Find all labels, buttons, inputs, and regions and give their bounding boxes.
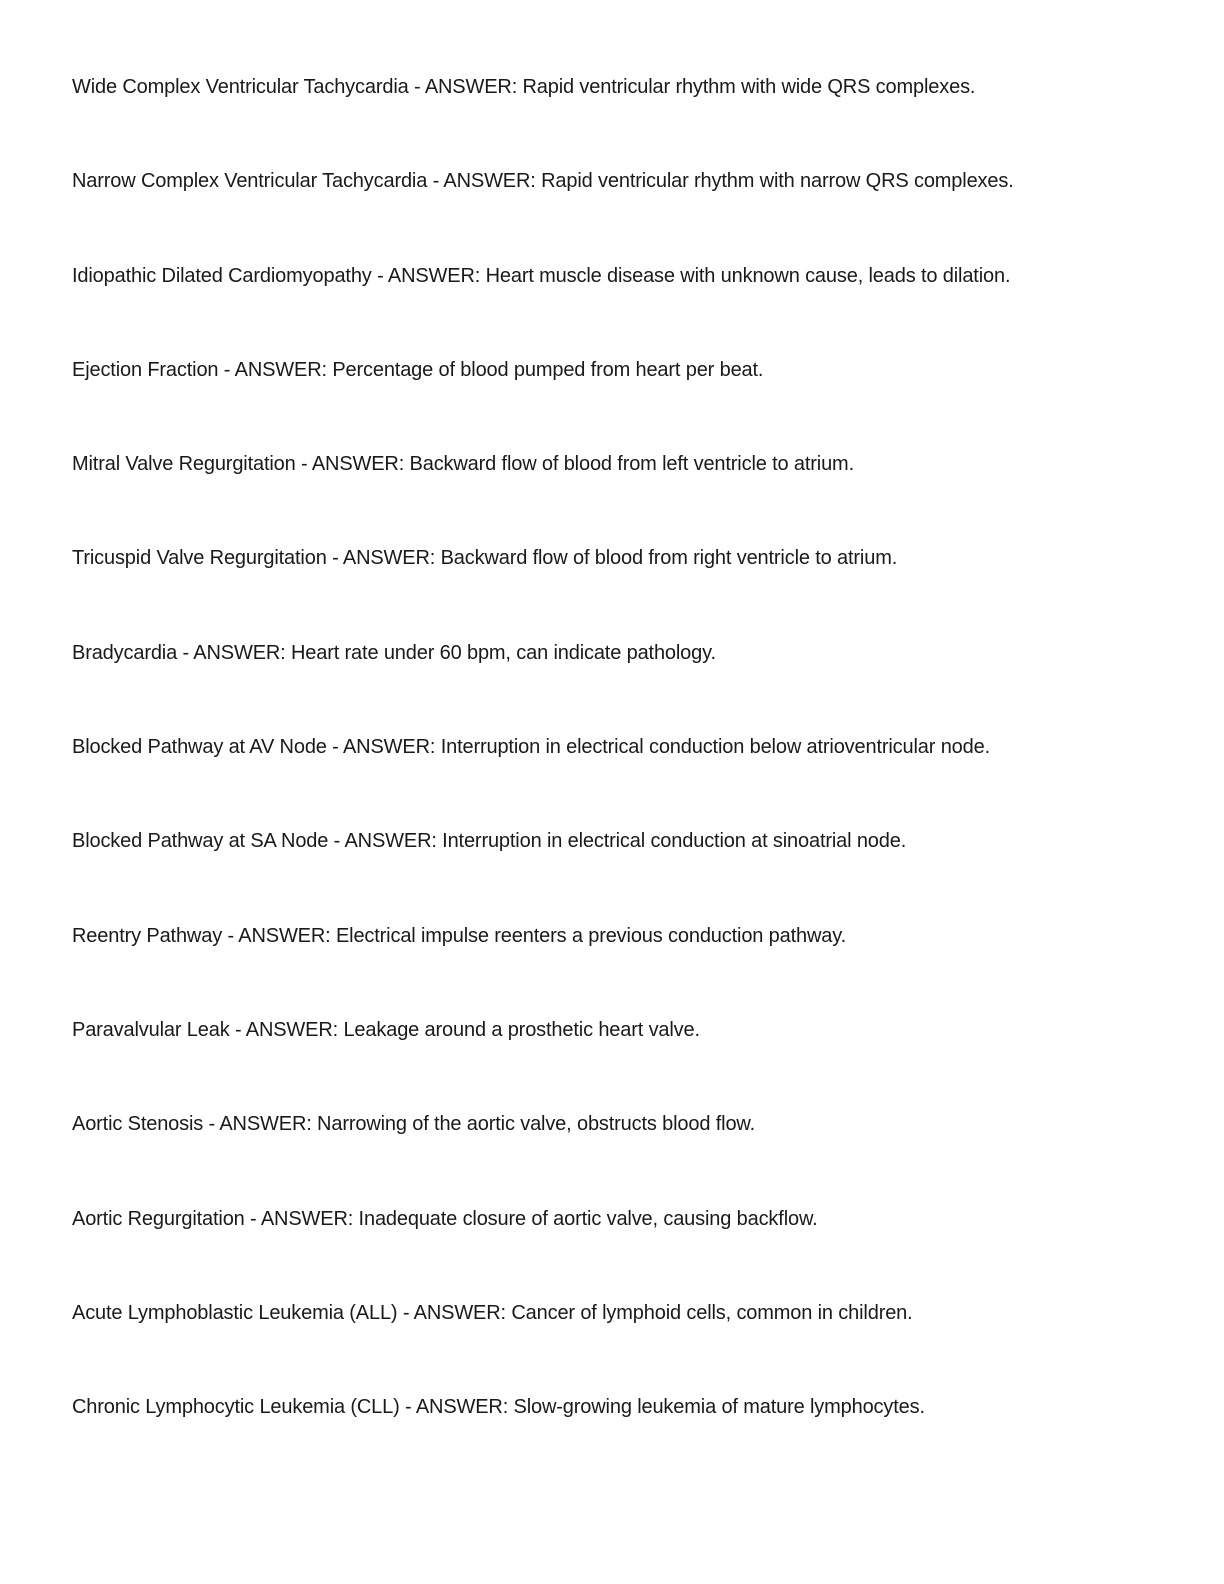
flashcard-entry-mitral-valve-regurgitation: Mitral Valve Regurgitation - ANSWER: Backward flow of blood from left ventricle to atrium.	[72, 453, 854, 476]
flashcard-entry-aortic-stenosis: Aortic Stenosis - ANSWER: Narrowing of the aortic valve, obstructs blood flow.	[72, 1113, 756, 1136]
flashcard-entry-narrow-complex-vt: Narrow Complex Ventricular Tachycardia - ANSWER: Rapid ventricular rhythm with narrow QRS complexes.	[72, 170, 1014, 193]
flashcard-entry-blocked-pathway-sa-node: Blocked Pathway at SA Node - ANSWER: Interruption in electrical conduction at sinoatrial node.	[72, 830, 907, 853]
flashcard-entry-ejection-fraction: Ejection Fraction - ANSWER: Percentage of blood pumped from heart per beat.	[72, 358, 764, 381]
flashcard-entry-reentry-pathway: Reentry Pathway - ANSWER: Electrical impulse reenters a previous conduction pathway.	[72, 924, 847, 947]
flashcard-entry-wide-complex-vt: Wide Complex Ventricular Tachycardia - ANSWER: Rapid ventricular rhythm with wide QRS complexes.	[72, 76, 976, 98]
flashcard-entry-aortic-regurgitation: Aortic Regurgitation - ANSWER: Inadequate closure of aortic valve, causing backflow.	[72, 1207, 818, 1230]
flashcard-list	[72, 74, 1162, 1488]
flashcard-entry-acute-lymphoblastic-leukemia: Acute Lymphoblastic Leukemia (ALL) - ANSWER: Cancer of lymphoid cells, common in children.	[72, 1301, 913, 1324]
flashcard-entry-bradycardia: Bradycardia - ANSWER: Heart rate under 60 bpm, can indicate pathology.	[72, 641, 716, 664]
flashcard-entry-tricuspid-valve-regurgitation: Tricuspid Valve Regurgitation - ANSWER: Backward flow of blood from right ventricle to atrium.	[72, 547, 898, 570]
flashcard-entry-blocked-pathway-av-node: Blocked Pathway at AV Node - ANSWER: Interruption in electrical conduction below atrioventricular node.	[72, 736, 990, 759]
flashcard-entry-paravalvular-leak: Paravalvular Leak - ANSWER: Leakage around a prosthetic heart valve.	[72, 1018, 700, 1041]
flashcard-entry-chronic-lymphocytic-leukemia: Chronic Lymphocytic Leukemia (CLL) - ANSWER: Slow-growing leukemia of mature lymphocytes.	[72, 1396, 925, 1419]
flashcard-entry-idiopathic-dilated-cardiomyopathy: Idiopathic Dilated Cardiomyopathy - ANSWER: Heart muscle disease with unknown cause, leads to dilation.	[72, 264, 1011, 287]
